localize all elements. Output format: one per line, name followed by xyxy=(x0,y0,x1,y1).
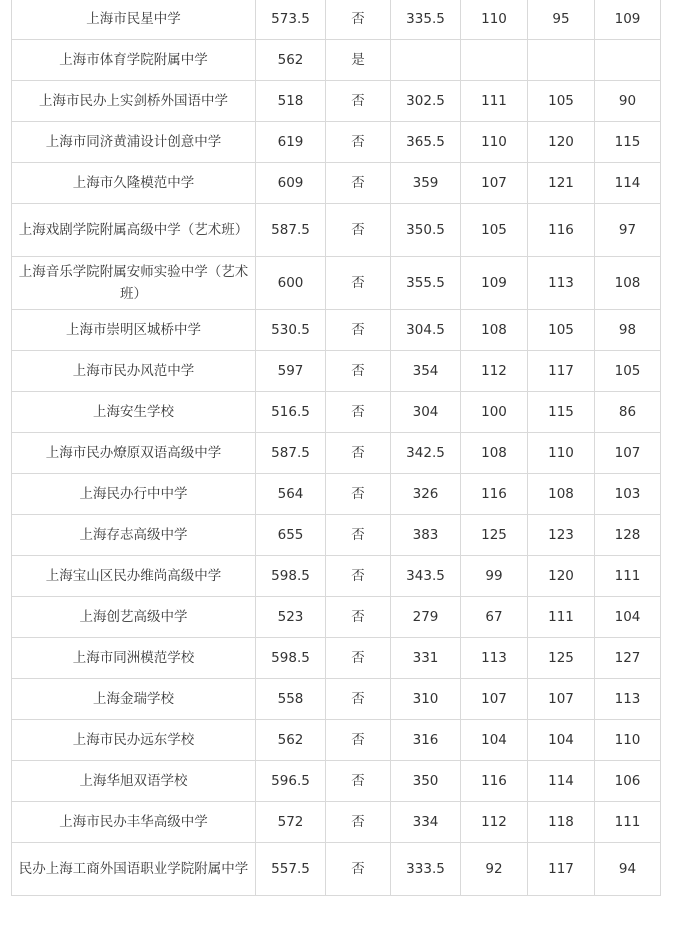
flag-cell: 否 xyxy=(326,761,391,802)
flag-cell: 否 xyxy=(326,802,391,843)
flag-cell: 否 xyxy=(326,638,391,679)
subtotal-cell: 365.5 xyxy=(391,122,461,163)
flag-cell: 否 xyxy=(326,351,391,392)
flag-cell: 否 xyxy=(326,392,391,433)
school-name-cell: 上海市同洲模范学校 xyxy=(12,638,256,679)
total-score-cell: 530.5 xyxy=(256,310,326,351)
score-b-cell: 116 xyxy=(528,204,595,257)
score-c-cell: 97 xyxy=(595,204,661,257)
score-a-cell: 99 xyxy=(461,556,528,597)
total-score-cell: 573.5 xyxy=(256,0,326,40)
total-score-cell: 558 xyxy=(256,679,326,720)
flag-cell: 否 xyxy=(326,474,391,515)
flag-cell: 否 xyxy=(326,310,391,351)
score-c-cell: 86 xyxy=(595,392,661,433)
score-c-cell: 106 xyxy=(595,761,661,802)
score-b-cell xyxy=(528,40,595,81)
school-name-cell: 上海金瑞学校 xyxy=(12,679,256,720)
score-c-cell: 113 xyxy=(595,679,661,720)
school-name-cell: 上海安生学校 xyxy=(12,392,256,433)
score-c-cell: 114 xyxy=(595,163,661,204)
score-a-cell: 112 xyxy=(461,351,528,392)
score-b-cell: 110 xyxy=(528,433,595,474)
score-b-cell: 117 xyxy=(528,843,595,896)
total-score-cell: 587.5 xyxy=(256,433,326,474)
score-c-cell: 90 xyxy=(595,81,661,122)
table-body xyxy=(12,0,661,896)
score-a-cell: 107 xyxy=(461,163,528,204)
school-name-cell: 上海市民办丰华高级中学 xyxy=(12,802,256,843)
score-a-cell: 110 xyxy=(461,122,528,163)
score-b-cell: 105 xyxy=(528,81,595,122)
table-row xyxy=(12,433,661,474)
subtotal-cell: 331 xyxy=(391,638,461,679)
table-row xyxy=(12,122,661,163)
flag-cell: 否 xyxy=(326,257,391,310)
school-name-cell: 上海创艺高级中学 xyxy=(12,597,256,638)
score-a-cell: 92 xyxy=(461,843,528,896)
score-c-cell: 98 xyxy=(595,310,661,351)
score-b-cell: 120 xyxy=(528,122,595,163)
score-b-cell: 113 xyxy=(528,257,595,310)
school-name-cell: 上海市同济黄浦设计创意中学 xyxy=(12,122,256,163)
table-row xyxy=(12,597,661,638)
school-name-cell: 上海华旭双语学校 xyxy=(12,761,256,802)
school-name-cell: 上海存志高级中学 xyxy=(12,515,256,556)
score-c-cell: 94 xyxy=(595,843,661,896)
school-name-cell: 上海戏剧学院附属高级中学（艺术班） xyxy=(12,204,256,257)
subtotal-cell: 310 xyxy=(391,679,461,720)
score-c-cell: 110 xyxy=(595,720,661,761)
flag-cell: 否 xyxy=(326,0,391,40)
score-b-cell: 118 xyxy=(528,802,595,843)
score-c-cell: 115 xyxy=(595,122,661,163)
total-score-cell: 557.5 xyxy=(256,843,326,896)
score-b-cell: 123 xyxy=(528,515,595,556)
subtotal-cell: 354 xyxy=(391,351,461,392)
school-name-cell: 上海市民办风范中学 xyxy=(12,351,256,392)
score-table xyxy=(11,0,661,896)
flag-cell: 否 xyxy=(326,515,391,556)
subtotal-cell: 304 xyxy=(391,392,461,433)
total-score-cell: 587.5 xyxy=(256,204,326,257)
flag-cell: 否 xyxy=(326,163,391,204)
subtotal-cell: 350 xyxy=(391,761,461,802)
total-score-cell: 562 xyxy=(256,720,326,761)
table-row xyxy=(12,310,661,351)
total-score-cell: 598.5 xyxy=(256,556,326,597)
score-a-cell: 67 xyxy=(461,597,528,638)
total-score-cell: 562 xyxy=(256,40,326,81)
total-score-cell: 655 xyxy=(256,515,326,556)
score-c-cell: 111 xyxy=(595,802,661,843)
subtotal-cell: 359 xyxy=(391,163,461,204)
flag-cell: 否 xyxy=(326,556,391,597)
score-b-cell: 125 xyxy=(528,638,595,679)
school-name-cell: 上海宝山区民办维尚高级中学 xyxy=(12,556,256,597)
total-score-cell: 598.5 xyxy=(256,638,326,679)
subtotal-cell: 355.5 xyxy=(391,257,461,310)
score-b-cell: 115 xyxy=(528,392,595,433)
score-c-cell: 105 xyxy=(595,351,661,392)
school-name-cell: 上海市民办燎原双语高级中学 xyxy=(12,433,256,474)
score-c-cell xyxy=(595,40,661,81)
flag-cell: 否 xyxy=(326,597,391,638)
score-a-cell: 104 xyxy=(461,720,528,761)
school-name-cell: 上海市民星中学 xyxy=(12,0,256,40)
score-a-cell: 108 xyxy=(461,310,528,351)
school-name-cell: 上海市体育学院附属中学 xyxy=(12,40,256,81)
school-name-cell: 上海市崇明区城桥中学 xyxy=(12,310,256,351)
score-b-cell: 95 xyxy=(528,0,595,40)
subtotal-cell: 383 xyxy=(391,515,461,556)
total-score-cell: 518 xyxy=(256,81,326,122)
score-c-cell: 107 xyxy=(595,433,661,474)
score-a-cell: 113 xyxy=(461,638,528,679)
score-b-cell: 121 xyxy=(528,163,595,204)
score-a-cell xyxy=(461,40,528,81)
total-score-cell: 619 xyxy=(256,122,326,163)
total-score-cell: 523 xyxy=(256,597,326,638)
total-score-cell: 600 xyxy=(256,257,326,310)
score-a-cell: 109 xyxy=(461,257,528,310)
total-score-cell: 516.5 xyxy=(256,392,326,433)
score-b-cell: 111 xyxy=(528,597,595,638)
flag-cell: 否 xyxy=(326,720,391,761)
school-name-cell: 上海音乐学院附属安师实验中学（艺术班） xyxy=(12,257,256,310)
score-a-cell: 110 xyxy=(461,0,528,40)
table-row xyxy=(12,679,661,720)
subtotal-cell: 350.5 xyxy=(391,204,461,257)
score-b-cell: 120 xyxy=(528,556,595,597)
table-row xyxy=(12,474,661,515)
table-row xyxy=(12,638,661,679)
subtotal-cell: 302.5 xyxy=(391,81,461,122)
subtotal-cell: 316 xyxy=(391,720,461,761)
school-name-cell: 上海市民办远东学校 xyxy=(12,720,256,761)
score-b-cell: 117 xyxy=(528,351,595,392)
score-b-cell: 108 xyxy=(528,474,595,515)
score-b-cell: 107 xyxy=(528,679,595,720)
subtotal-cell xyxy=(391,40,461,81)
score-c-cell: 127 xyxy=(595,638,661,679)
flag-cell: 否 xyxy=(326,122,391,163)
score-a-cell: 108 xyxy=(461,433,528,474)
total-score-cell: 564 xyxy=(256,474,326,515)
school-name-cell: 上海市民办上实剑桥外国语中学 xyxy=(12,81,256,122)
school-name-cell: 上海民办行中中学 xyxy=(12,474,256,515)
score-a-cell: 111 xyxy=(461,81,528,122)
table-row xyxy=(12,556,661,597)
total-score-cell: 609 xyxy=(256,163,326,204)
score-b-cell: 105 xyxy=(528,310,595,351)
school-name-cell: 民办上海工商外国语职业学院附属中学 xyxy=(12,843,256,896)
score-a-cell: 100 xyxy=(461,392,528,433)
score-a-cell: 116 xyxy=(461,761,528,802)
flag-cell: 否 xyxy=(326,679,391,720)
subtotal-cell: 326 xyxy=(391,474,461,515)
flag-cell: 否 xyxy=(326,204,391,257)
score-c-cell: 104 xyxy=(595,597,661,638)
score-b-cell: 104 xyxy=(528,720,595,761)
table-row xyxy=(12,351,661,392)
score-c-cell: 111 xyxy=(595,556,661,597)
total-score-cell: 572 xyxy=(256,802,326,843)
table-row xyxy=(12,515,661,556)
table-row xyxy=(12,0,661,40)
table-row xyxy=(12,257,661,310)
table-row xyxy=(12,163,661,204)
table-row xyxy=(12,204,661,257)
score-c-cell: 128 xyxy=(595,515,661,556)
score-a-cell: 116 xyxy=(461,474,528,515)
score-a-cell: 125 xyxy=(461,515,528,556)
subtotal-cell: 304.5 xyxy=(391,310,461,351)
score-a-cell: 105 xyxy=(461,204,528,257)
score-c-cell: 109 xyxy=(595,0,661,40)
score-c-cell: 108 xyxy=(595,257,661,310)
subtotal-cell: 279 xyxy=(391,597,461,638)
subtotal-cell: 342.5 xyxy=(391,433,461,474)
score-a-cell: 107 xyxy=(461,679,528,720)
total-score-cell: 596.5 xyxy=(256,761,326,802)
subtotal-cell: 333.5 xyxy=(391,843,461,896)
table-row xyxy=(12,802,661,843)
score-a-cell: 112 xyxy=(461,802,528,843)
flag-cell: 否 xyxy=(326,81,391,122)
flag-cell: 是 xyxy=(326,40,391,81)
total-score-cell: 597 xyxy=(256,351,326,392)
score-b-cell: 114 xyxy=(528,761,595,802)
table-row xyxy=(12,392,661,433)
score-c-cell: 103 xyxy=(595,474,661,515)
subtotal-cell: 343.5 xyxy=(391,556,461,597)
table-row xyxy=(12,761,661,802)
subtotal-cell: 335.5 xyxy=(391,0,461,40)
flag-cell: 否 xyxy=(326,433,391,474)
flag-cell: 否 xyxy=(326,843,391,896)
school-name-cell: 上海市久隆模范中学 xyxy=(12,163,256,204)
table-row xyxy=(12,40,661,81)
table-row xyxy=(12,843,661,896)
table-row xyxy=(12,720,661,761)
subtotal-cell: 334 xyxy=(391,802,461,843)
table-row xyxy=(12,81,661,122)
